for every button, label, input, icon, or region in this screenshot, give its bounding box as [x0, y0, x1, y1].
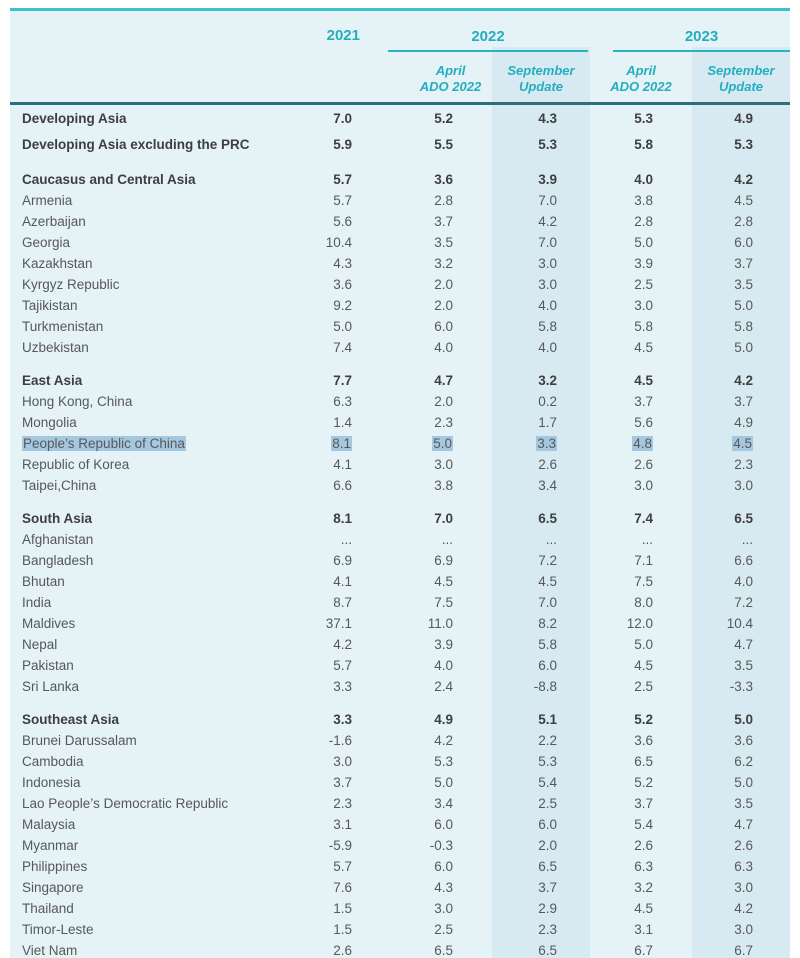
cell-value: 6.0 — [434, 319, 453, 334]
cell-value: 7.4 — [333, 340, 352, 355]
row-label: Timor-Leste — [22, 922, 94, 937]
cell-value: 2.5 — [434, 922, 453, 937]
cell-value: 4.1 — [333, 457, 352, 472]
cell-value: 5.0 — [734, 298, 753, 313]
cell-value: 3.3 — [333, 679, 352, 694]
row-label: Developing Asia — [22, 110, 127, 126]
row-label: Kyrgyz Republic — [22, 277, 120, 292]
table-row — [10, 316, 790, 337]
subheader-april-ado-2022: April ADO 2022 — [365, 52, 492, 104]
cell-value: 1.5 — [333, 901, 352, 916]
cell-value: 6.5 — [734, 511, 753, 526]
row-label: Viet Nam — [22, 943, 78, 958]
cell-value: 7.0 — [434, 511, 453, 526]
cell-value — [590, 433, 692, 454]
table-row — [10, 337, 790, 358]
subheader-september-update-2022: September Update — [492, 52, 590, 104]
cell-value: 5.4 — [538, 775, 557, 790]
section-spacer-row — [10, 358, 790, 370]
cell-value: 6.0 — [734, 235, 753, 250]
cell-value: 4.5 — [634, 340, 653, 355]
cell-value: ... — [441, 532, 453, 547]
year-2022-header — [365, 11, 590, 52]
year-2023-header — [590, 11, 790, 52]
cell-value: 3.9 — [634, 256, 653, 271]
cell-value: 4.9 — [734, 110, 753, 126]
row-label: Caucasus and Central Asia — [22, 172, 196, 187]
cell-value: -8.8 — [533, 679, 557, 694]
cell-value: 5.0 — [333, 319, 352, 334]
cell-value: 5.0 — [634, 637, 653, 652]
cell-value: 5.2 — [634, 775, 653, 790]
cell-value: 5.0 — [734, 712, 753, 727]
cell-value: 2.0 — [434, 298, 453, 313]
row-label: Malaysia — [22, 817, 76, 832]
row-label: Armenia — [22, 193, 73, 208]
subheader-empty — [10, 52, 300, 104]
subheader-april-ado-2023: April ADO 2022 — [590, 52, 692, 104]
row-label: Tajikistan — [22, 298, 78, 313]
economy-column-header — [10, 11, 300, 52]
cell-value — [300, 433, 365, 454]
row-label: Afghanistan — [22, 532, 94, 547]
year-2022-underline: 2022 — [388, 28, 588, 52]
cell-value: 3.5 — [734, 658, 753, 673]
cell-value: 3.5 — [734, 277, 753, 292]
cell-value: ... — [340, 532, 352, 547]
row-label: Pakistan — [22, 658, 74, 673]
table-row — [10, 211, 790, 232]
table-row — [10, 655, 790, 676]
table-row — [10, 592, 790, 613]
cell-value: 5.8 — [538, 319, 557, 334]
cell-value: 7.4 — [634, 511, 653, 526]
row-label: Southeast Asia — [22, 712, 120, 727]
table-row — [10, 919, 790, 940]
cell-value: 3.2 — [538, 373, 557, 388]
cell-value: 2.6 — [634, 457, 653, 472]
cell-value: 5.0 — [734, 775, 753, 790]
row-label: Indonesia — [22, 775, 81, 790]
cell-value: 4.0 — [538, 340, 557, 355]
cell-value: 2.3 — [538, 922, 557, 937]
table-row — [10, 571, 790, 592]
cell-value: 3.7 — [434, 214, 453, 229]
cell-value: 3.0 — [634, 298, 653, 313]
cell-value: 4.2 — [538, 214, 557, 229]
cell-value: 3.1 — [634, 922, 653, 937]
cell-value: 5.2 — [434, 110, 453, 126]
cell-value: 6.5 — [434, 943, 453, 958]
table-row — [10, 814, 790, 835]
cell-value: 4.2 — [734, 172, 753, 187]
cell-value: 2.0 — [434, 394, 453, 409]
cell-value: 6.9 — [333, 553, 352, 568]
row-label: Taipei,China — [22, 478, 97, 493]
row-label — [10, 433, 300, 454]
cell-value: 2.6 — [538, 457, 557, 472]
cell-value: 5.6 — [634, 415, 653, 430]
cell-value: 5.0 — [434, 775, 453, 790]
cell-value: 3.4 — [434, 796, 453, 811]
selection-highlight: 5.0 — [433, 436, 452, 451]
cell-value: 5.9 — [333, 136, 352, 152]
cell-value: 3.0 — [634, 478, 653, 493]
cell-value: 5.7 — [333, 172, 352, 187]
cell-value: 8.7 — [333, 595, 352, 610]
row-label: Kazakhstan — [22, 256, 93, 271]
table-row — [10, 433, 790, 454]
table-row — [10, 676, 790, 697]
cell-value — [692, 433, 790, 454]
selection-highlight: 4.8 — [633, 436, 652, 451]
cell-value: 5.3 — [538, 136, 557, 152]
cell-value: 2.8 — [434, 193, 453, 208]
cell-value: 3.0 — [434, 457, 453, 472]
row-label: Sri Lanka — [22, 679, 80, 694]
cell-value: 2.9 — [538, 901, 557, 916]
cell-value: 2.6 — [333, 943, 352, 958]
cell-value: 3.2 — [434, 256, 453, 271]
row-label: Bhutan — [22, 574, 65, 589]
row-label: Singapore — [22, 880, 84, 895]
row-label: Developing Asia excluding the PRC — [22, 136, 250, 152]
table-row — [10, 898, 790, 919]
cell-value: 7.7 — [333, 373, 352, 388]
cell-value: 5.8 — [538, 637, 557, 652]
gdp-growth-forecast-table — [10, 11, 790, 958]
cell-value: 7.0 — [538, 193, 557, 208]
row-label: Brunei Darussalam — [22, 733, 137, 748]
cell-value: 2.8 — [734, 214, 753, 229]
cell-value: 6.7 — [634, 943, 653, 958]
cell-value: 3.8 — [434, 478, 453, 493]
cell-value: 12.0 — [626, 616, 653, 631]
row-label: Republic of Korea — [22, 457, 130, 472]
row-label: Hong Kong, China — [22, 394, 133, 409]
section-spacer-row — [10, 496, 790, 508]
cell-value: 4.0 — [434, 340, 453, 355]
table-section — [10, 358, 790, 496]
cell-value: 3.5 — [734, 796, 753, 811]
cell-value: 3.6 — [634, 733, 653, 748]
table-row — [10, 370, 790, 391]
row-label: Cambodia — [22, 754, 84, 769]
section-spacer-row — [10, 157, 790, 169]
cell-value: 6.7 — [734, 943, 753, 958]
table-section — [10, 697, 790, 958]
cell-value: 5.3 — [634, 110, 653, 126]
cell-value: 5.8 — [634, 136, 653, 152]
cell-value: 5.6 — [333, 214, 352, 229]
cell-value: 4.3 — [333, 256, 352, 271]
table-row — [10, 391, 790, 412]
cell-value: 11.0 — [427, 616, 453, 631]
cell-value: 6.0 — [434, 817, 453, 832]
row-label: Myanmar — [22, 838, 79, 853]
table-header — [10, 11, 790, 104]
cell-value: 5.4 — [634, 817, 653, 832]
row-label: Bangladesh — [22, 553, 94, 568]
cell-value: 3.0 — [538, 277, 557, 292]
cell-value: 3.6 — [434, 172, 453, 187]
cell-value: 5.7 — [333, 193, 352, 208]
table-section — [10, 157, 790, 358]
table-row — [10, 856, 790, 877]
cell-value: 7.1 — [634, 553, 653, 568]
cell-value: 4.7 — [734, 817, 753, 832]
cell-value: 4.5 — [634, 373, 653, 388]
row-label: Nepal — [22, 637, 58, 652]
cell-value: ... — [641, 532, 653, 547]
cell-value: 3.8 — [634, 193, 653, 208]
cell-value: 2.0 — [434, 277, 453, 292]
table-row — [10, 253, 790, 274]
row-label: Philippines — [22, 859, 88, 874]
cell-value: 8.2 — [538, 616, 557, 631]
subheader-september-update-2023: September Update — [692, 52, 790, 104]
cell-value: 4.2 — [734, 901, 753, 916]
cell-value: 2.0 — [538, 838, 557, 853]
table-section — [10, 104, 790, 158]
cell-value: 5.3 — [538, 754, 557, 769]
cell-value: 9.2 — [333, 298, 352, 313]
cell-value: 3.0 — [734, 922, 753, 937]
cell-value: 4.2 — [734, 373, 753, 388]
cell-value: 4.3 — [434, 880, 453, 895]
cell-value: -3.3 — [729, 679, 753, 694]
cell-value: 1.4 — [333, 415, 352, 430]
table-row — [10, 613, 790, 634]
cell-value: 3.3 — [333, 712, 352, 727]
cell-value: 6.5 — [634, 754, 653, 769]
table-row — [10, 835, 790, 856]
row-label: East Asia — [22, 373, 83, 388]
cell-value: 4.5 — [538, 574, 557, 589]
cell-value: 2.3 — [333, 796, 352, 811]
cell-value: 6.6 — [734, 553, 753, 568]
cell-value: 7.2 — [734, 595, 753, 610]
cell-value: 3.6 — [734, 733, 753, 748]
year-2021-header: 2021 — [326, 27, 360, 44]
cell-value: 10.4 — [325, 235, 352, 250]
cell-value: 6.3 — [333, 394, 352, 409]
cell-value: 6.6 — [333, 478, 352, 493]
cell-value: 3.7 — [734, 394, 753, 409]
cell-value: 3.0 — [434, 901, 453, 916]
cell-value: 6.5 — [538, 859, 557, 874]
table-row — [10, 550, 790, 571]
cell-value: 6.5 — [538, 943, 557, 958]
cell-value: -1.6 — [328, 733, 352, 748]
subheader-empty-2021 — [300, 52, 365, 104]
cell-value: 5.0 — [634, 235, 653, 250]
cell-value: 2.6 — [634, 838, 653, 853]
cell-value — [492, 433, 590, 454]
table-row — [10, 295, 790, 316]
selection-highlight: People’s Republic of China — [23, 436, 185, 451]
cell-value: 4.5 — [634, 901, 653, 916]
cell-value: 6.5 — [538, 511, 557, 526]
cell-value: 6.0 — [538, 817, 557, 832]
year-2023-underline: 2023 — [613, 28, 790, 52]
cell-value: 5.5 — [434, 136, 453, 152]
table-row — [10, 412, 790, 433]
table-row — [10, 709, 790, 730]
cell-value: 4.0 — [434, 658, 453, 673]
cell-value: 6.3 — [634, 859, 653, 874]
cell-value: 3.7 — [333, 775, 352, 790]
cell-value: 3.0 — [538, 256, 557, 271]
cell-value: 2.8 — [634, 214, 653, 229]
table-row — [10, 169, 790, 190]
section-spacer-row — [10, 697, 790, 709]
row-label: South Asia — [22, 511, 93, 526]
row-label: Azerbaijan — [22, 214, 86, 229]
cell-value: ... — [741, 532, 753, 547]
cell-value: 4.9 — [734, 415, 753, 430]
cell-value: 7.0 — [538, 595, 557, 610]
cell-value: 2.4 — [434, 679, 453, 694]
cell-value: 4.0 — [734, 574, 753, 589]
table-row — [10, 131, 790, 157]
cell-value: 4.1 — [333, 574, 352, 589]
cell-value: 2.2 — [538, 733, 557, 748]
cell-value: 8.1 — [333, 511, 352, 526]
table-row — [10, 232, 790, 253]
cell-value: 2.5 — [538, 796, 557, 811]
cell-value: 2.3 — [434, 415, 453, 430]
cell-value: 7.2 — [538, 553, 557, 568]
cell-value: 4.7 — [434, 373, 453, 388]
table-row — [10, 508, 790, 529]
table-row — [10, 454, 790, 475]
cell-value: 3.9 — [538, 172, 557, 187]
cell-value: 6.0 — [538, 658, 557, 673]
cell-value: 4.0 — [538, 298, 557, 313]
table-row — [10, 104, 790, 132]
cell-value: 6.3 — [734, 859, 753, 874]
cell-value: 3.0 — [734, 880, 753, 895]
cell-value: 1.7 — [538, 415, 557, 430]
table-row — [10, 529, 790, 550]
cell-value: 7.5 — [434, 595, 453, 610]
selection-highlight: 4.5 — [733, 436, 752, 451]
cell-value: 2.5 — [634, 679, 653, 694]
forecast-table-container — [10, 8, 790, 958]
subheader-row — [10, 52, 790, 104]
table-row — [10, 190, 790, 211]
table-section — [10, 496, 790, 697]
cell-value: ... — [545, 532, 557, 547]
table-row — [10, 793, 790, 814]
selection-highlight: 8.1 — [332, 436, 351, 451]
cell-value: 4.3 — [538, 110, 557, 126]
table-row — [10, 634, 790, 655]
year-header-row — [10, 11, 790, 52]
row-label: Lao People’s Democratic Republic — [22, 796, 229, 811]
cell-value: 4.5 — [634, 658, 653, 673]
cell-value: 6.0 — [434, 859, 453, 874]
row-label: India — [22, 595, 52, 610]
cell-value: 5.2 — [634, 712, 653, 727]
table-row — [10, 877, 790, 898]
cell-value: 3.7 — [634, 796, 653, 811]
cell-value: 7.0 — [538, 235, 557, 250]
cell-value: 1.5 — [333, 922, 352, 937]
cell-value: 7.6 — [333, 880, 352, 895]
cell-value: 5.7 — [333, 658, 352, 673]
cell-value — [365, 433, 492, 454]
cell-value: 10.4 — [726, 616, 753, 631]
cell-value: 3.5 — [434, 235, 453, 250]
table-row — [10, 940, 790, 958]
cell-value: 2.6 — [734, 838, 753, 853]
table-row — [10, 730, 790, 751]
cell-value: 3.1 — [333, 817, 352, 832]
cell-value: 4.7 — [734, 637, 753, 652]
cell-value: 5.3 — [434, 754, 453, 769]
cell-value: 3.0 — [734, 478, 753, 493]
cell-value: 6.9 — [434, 553, 453, 568]
cell-value: 3.6 — [333, 277, 352, 292]
cell-value: 7.0 — [333, 110, 352, 126]
cell-value: 37.1 — [325, 616, 352, 631]
cell-value: 4.5 — [734, 193, 753, 208]
cell-value: 3.7 — [734, 256, 753, 271]
cell-value: 3.2 — [634, 880, 653, 895]
cell-value: 8.0 — [634, 595, 653, 610]
cell-value: 4.2 — [333, 637, 352, 652]
cell-value: 3.9 — [434, 637, 453, 652]
cell-value: 4.9 — [434, 712, 453, 727]
row-label: Georgia — [22, 235, 71, 250]
row-label: Mongolia — [22, 415, 77, 430]
cell-value: 5.1 — [538, 712, 557, 727]
cell-value: 3.4 — [538, 478, 557, 493]
cell-value: 5.8 — [634, 319, 653, 334]
table-row — [10, 751, 790, 772]
cell-value: 2.3 — [734, 457, 753, 472]
cell-value: 3.7 — [634, 394, 653, 409]
cell-value: -0.3 — [429, 838, 453, 853]
row-label: Thailand — [22, 901, 74, 916]
cell-value: 4.0 — [634, 172, 653, 187]
cell-value: 4.2 — [434, 733, 453, 748]
cell-value: 4.5 — [434, 574, 453, 589]
row-label: Turkmenistan — [22, 319, 104, 334]
cell-value: 3.0 — [333, 754, 352, 769]
cell-value: -5.9 — [328, 838, 352, 853]
table-row — [10, 772, 790, 793]
cell-value: 7.5 — [634, 574, 653, 589]
cell-value: 5.7 — [333, 859, 352, 874]
row-label: Maldives — [22, 616, 76, 631]
selection-highlight: 3.3 — [537, 436, 556, 451]
cell-value: 5.8 — [734, 319, 753, 334]
table-row — [10, 475, 790, 496]
cell-value: 3.7 — [538, 880, 557, 895]
cell-value: 2.5 — [634, 277, 653, 292]
row-label: Uzbekistan — [22, 340, 89, 355]
cell-value: 5.0 — [734, 340, 753, 355]
cell-value: 5.3 — [734, 136, 753, 152]
table-row — [10, 274, 790, 295]
cell-value: 0.2 — [538, 394, 557, 409]
cell-value: 6.2 — [734, 754, 753, 769]
